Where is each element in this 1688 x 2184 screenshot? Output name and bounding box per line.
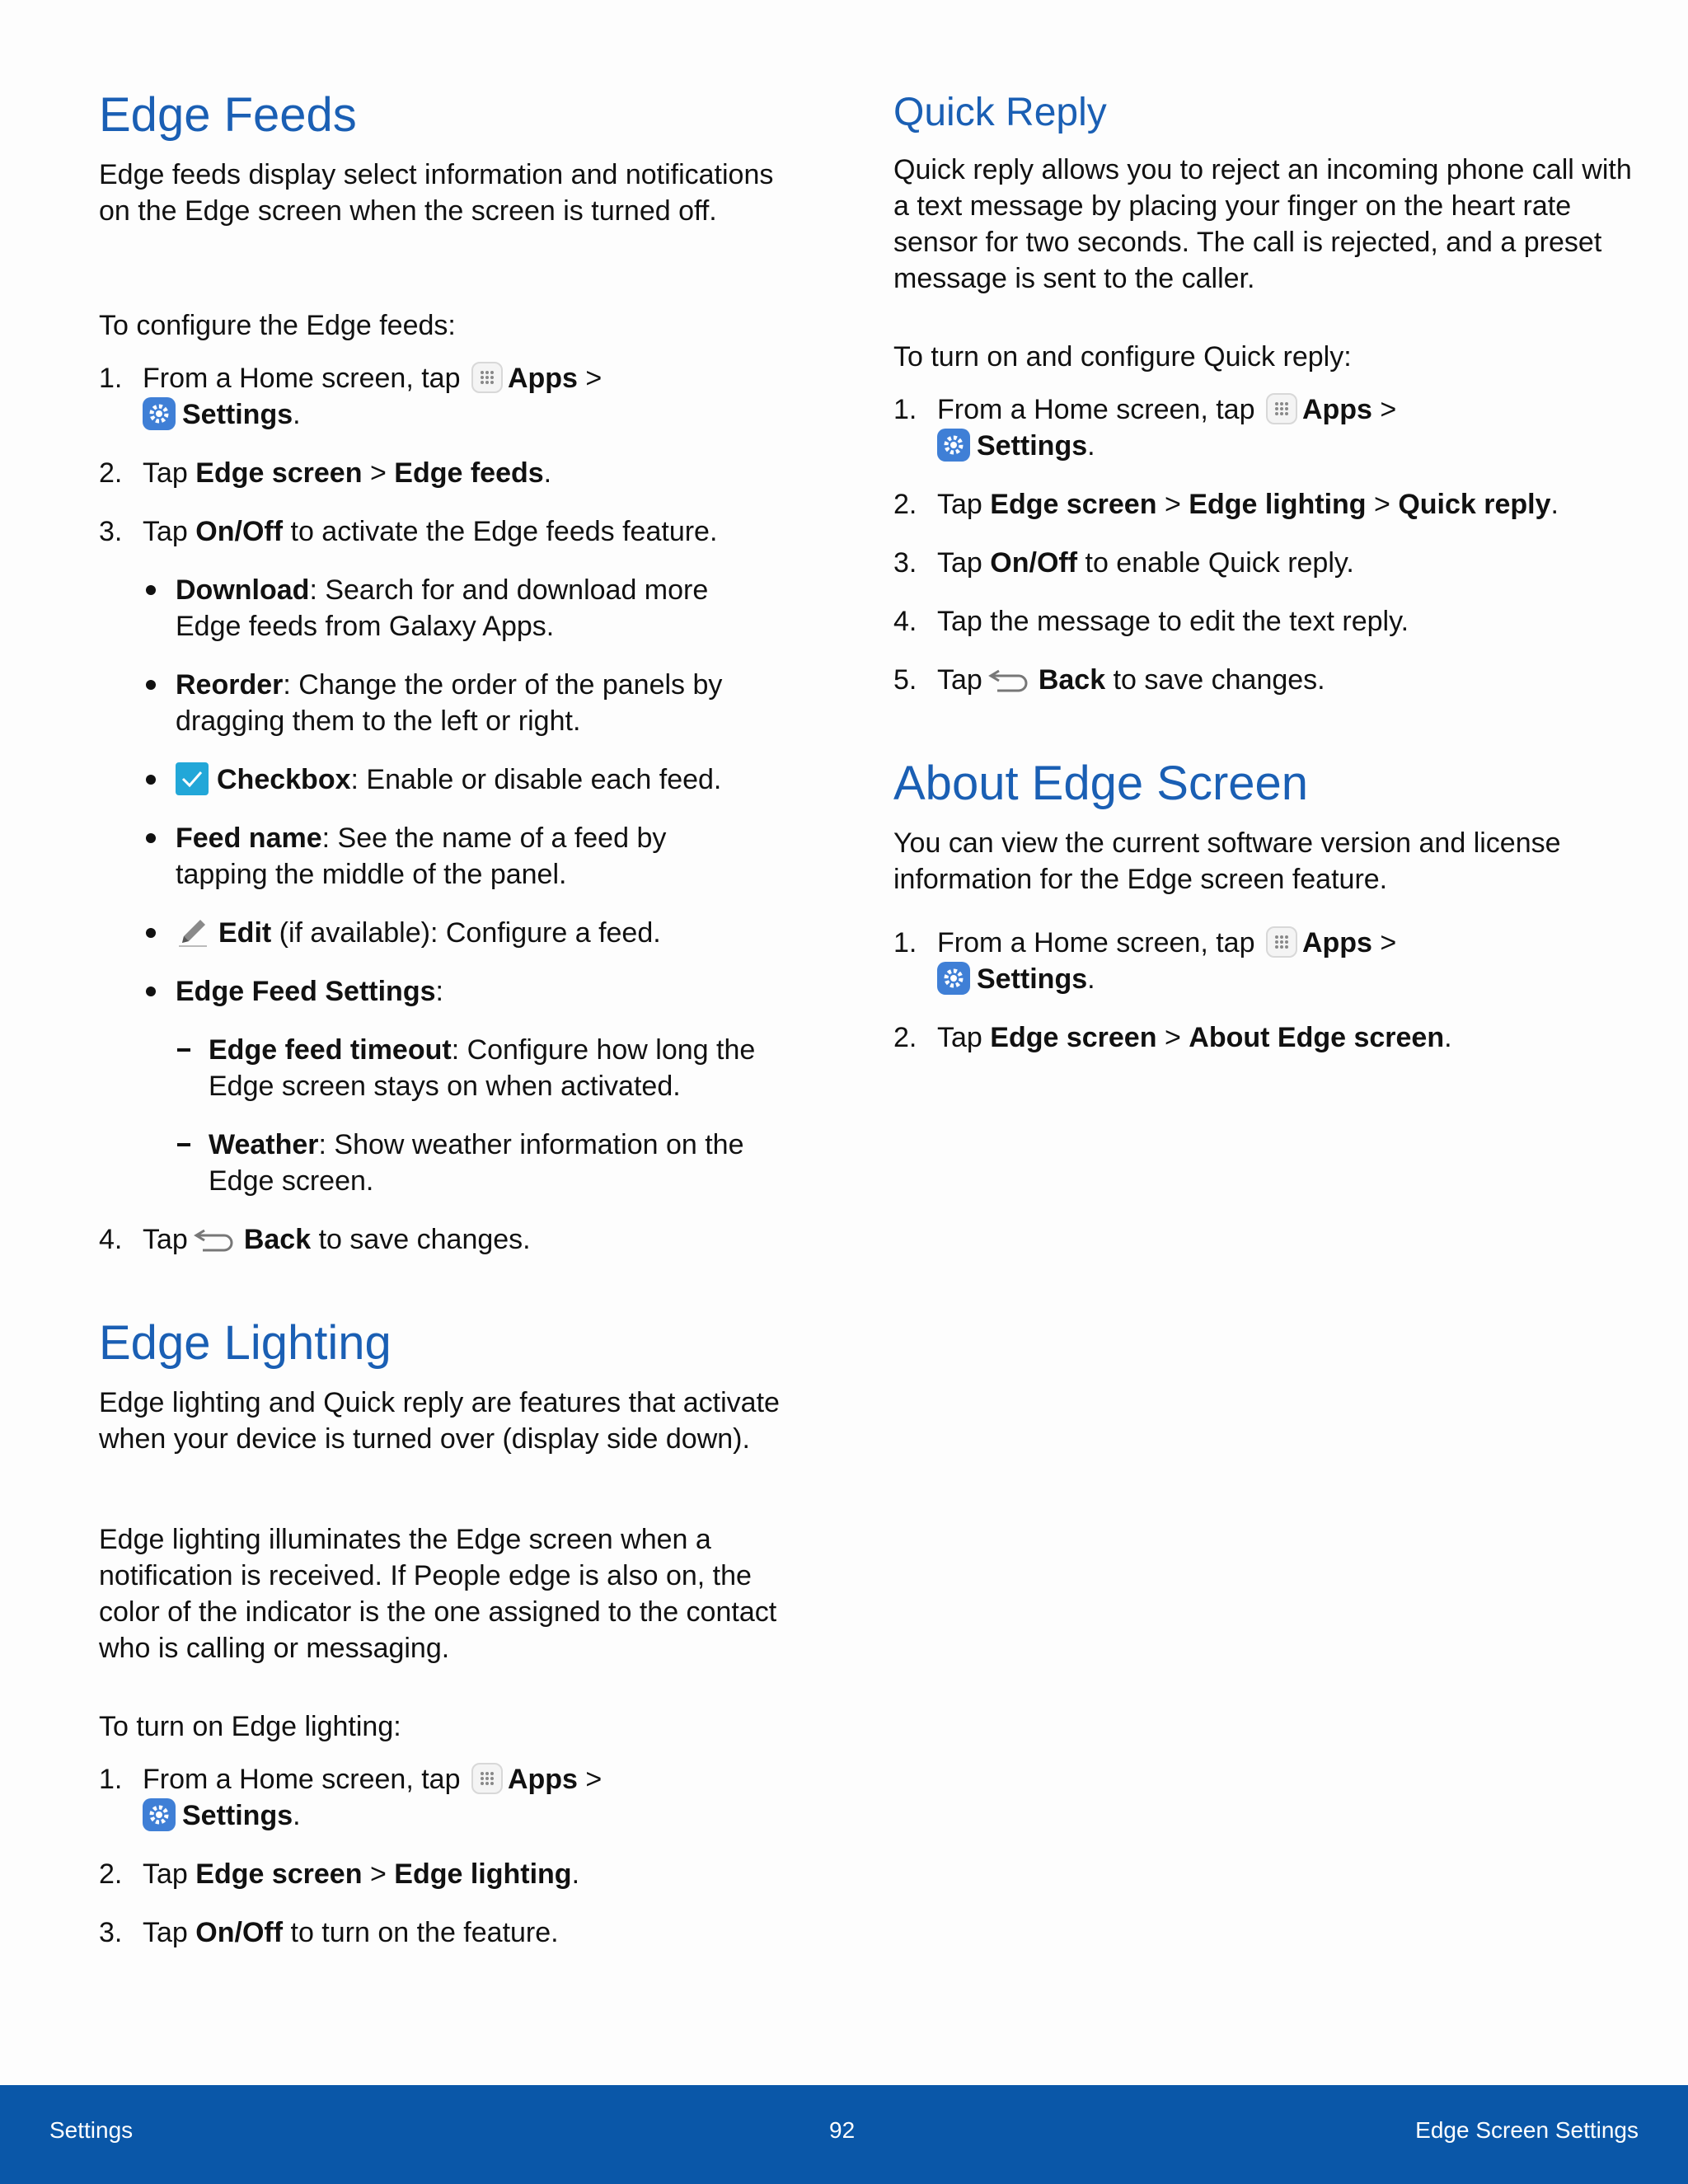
dash-marker <box>177 1048 190 1052</box>
step-number: 2. <box>893 1022 917 1053</box>
step-number: 5. <box>893 664 917 696</box>
edge-feeds-intro: Edge feeds display select information and notifications on the Edge screen when the screen is turned off. <box>99 159 774 227</box>
edge-feeds-title: Edge Feeds <box>99 88 357 142</box>
apps-icon <box>1266 393 1297 424</box>
pencil-icon <box>176 915 210 949</box>
step-number: 3. <box>893 547 917 579</box>
quick-reply-step-4: Tap the message to edit the text reply. <box>937 606 1409 637</box>
bullet-feed-name: Feed name: See the name of a feed by <box>176 823 667 854</box>
bullet-dot <box>146 585 156 595</box>
edge-lighting-step-1-cont: Settings. <box>143 1797 301 1834</box>
edge-lighting-lead: To turn on Edge lighting: <box>99 1711 401 1742</box>
bullet-reorder-cont: dragging them to the left or right. <box>176 705 581 737</box>
page-footer <box>0 2085 1688 2184</box>
bullet-download: Download: Search for and download more <box>176 574 709 606</box>
bullet-download-cont: Edge feeds from Galaxy Apps. <box>176 611 555 642</box>
edge-feeds-step-1-cont: Settings. <box>143 396 301 433</box>
bullet-edit: Edit (if available): Configure a feed. <box>176 915 661 951</box>
quick-reply-step-5: Tap Back to save changes. <box>937 664 1325 696</box>
footer-chapter-label: Edge Screen Settings <box>1415 2117 1639 2143</box>
edge-lighting-title: Edge Lighting <box>99 1316 392 1370</box>
quick-reply-step-1-cont: Settings. <box>937 428 1095 464</box>
edge-feeds-step-4: Tap Back to save changes. <box>143 1224 531 1255</box>
step-number: 2. <box>99 457 123 489</box>
step-number: 4. <box>893 606 917 637</box>
step-number: 3. <box>99 1917 123 1948</box>
quick-reply-intro: Quick reply allows you to reject an incoming phone call with a text message by placing your finger on the heart rate sensor for two seconds. The call is rejected, and a preset message is sent to the caller. <box>893 154 1632 294</box>
sub-edge-feed-timeout-cont: Edge screen stays on when activated. <box>209 1071 681 1102</box>
apps-icon <box>1266 926 1297 958</box>
footer-section-label: Settings <box>49 2117 134 2143</box>
bullet-checkbox: Checkbox: Enable or disable each feed. <box>176 762 721 798</box>
dash-marker <box>177 1143 190 1146</box>
bullet-feed-name-cont: tapping the middle of the panel. <box>176 859 567 890</box>
edge-feeds-step-3: Tap On/Off to activate the Edge feeds feature. <box>143 516 718 547</box>
settings-gear-icon <box>143 397 176 430</box>
quick-reply-step-2: Tap Edge screen > Edge lighting > Quick reply. <box>937 489 1559 520</box>
bullet-dot <box>146 680 156 690</box>
step-number: 1. <box>893 394 917 425</box>
step-number: 3. <box>99 516 123 547</box>
back-arrow-icon <box>987 664 1032 694</box>
edge-feeds-lead: To configure the Edge feeds: <box>99 310 456 341</box>
step-number: 1. <box>99 363 123 394</box>
bullet-dot <box>146 987 156 996</box>
about-step-2: Tap Edge screen > About Edge screen. <box>937 1022 1452 1053</box>
bullet-reorder: Reorder: Change the order of the panels by <box>176 669 723 701</box>
bullet-edge-feed-settings: Edge Feed Settings: <box>176 976 443 1007</box>
step-number: 2. <box>99 1858 123 1890</box>
edge-lighting-p2: Edge lighting illuminates the Edge screen when a notification is received. If People edge is also on, the color of the indicator is the one assigned to the contact who is calling or messaging. <box>99 1524 777 1664</box>
edge-lighting-step-1: From a Home screen, tap Apps > <box>143 1764 603 1795</box>
about-step-1-cont: Settings. <box>937 961 1095 997</box>
sub-weather-cont: Edge screen. <box>209 1165 374 1197</box>
step-number: 1. <box>99 1764 123 1795</box>
settings-gear-icon <box>937 962 970 995</box>
step-number: 4. <box>99 1224 123 1255</box>
checkbox-checked-icon <box>176 762 209 795</box>
about-edge-screen-intro: You can view the current software version and license information for the Edge screen feature. <box>893 827 1561 895</box>
step-number: 2. <box>893 489 917 520</box>
settings-gear-icon <box>937 429 970 462</box>
settings-gear-icon <box>143 1798 176 1831</box>
sub-weather: Weather: Show weather information on the <box>209 1129 744 1160</box>
step-number: 1. <box>893 927 917 958</box>
edge-feeds-step-2: Tap Edge screen > Edge feeds. <box>143 457 552 489</box>
about-step-1: From a Home screen, tap Apps > <box>937 927 1397 958</box>
apps-icon <box>471 362 503 393</box>
page-number: 92 <box>829 2117 856 2143</box>
quick-reply-step-1: From a Home screen, tap Apps > <box>937 394 1397 425</box>
edge-lighting-p1: Edge lighting and Quick reply are features that activate when your device is turned over (display side down). <box>99 1387 780 1455</box>
bullet-dot <box>146 775 156 785</box>
quick-reply-title: Quick Reply <box>893 91 1107 134</box>
quick-reply-step-3: Tap On/Off to enable Quick reply. <box>937 547 1354 579</box>
quick-reply-lead: To turn on and configure Quick reply: <box>893 341 1352 373</box>
about-edge-screen-title: About Edge Screen <box>893 757 1309 810</box>
bullet-dot <box>146 928 156 938</box>
edge-feeds-step-1: From a Home screen, tap Apps > <box>143 363 603 394</box>
back-arrow-icon <box>193 1224 237 1254</box>
apps-icon <box>471 1763 503 1794</box>
edge-lighting-step-2: Tap Edge screen > Edge lighting. <box>143 1858 580 1890</box>
sub-edge-feed-timeout: Edge feed timeout: Configure how long the <box>209 1034 756 1066</box>
edge-lighting-step-3: Tap On/Off to turn on the feature. <box>143 1917 559 1948</box>
bullet-dot <box>146 833 156 843</box>
